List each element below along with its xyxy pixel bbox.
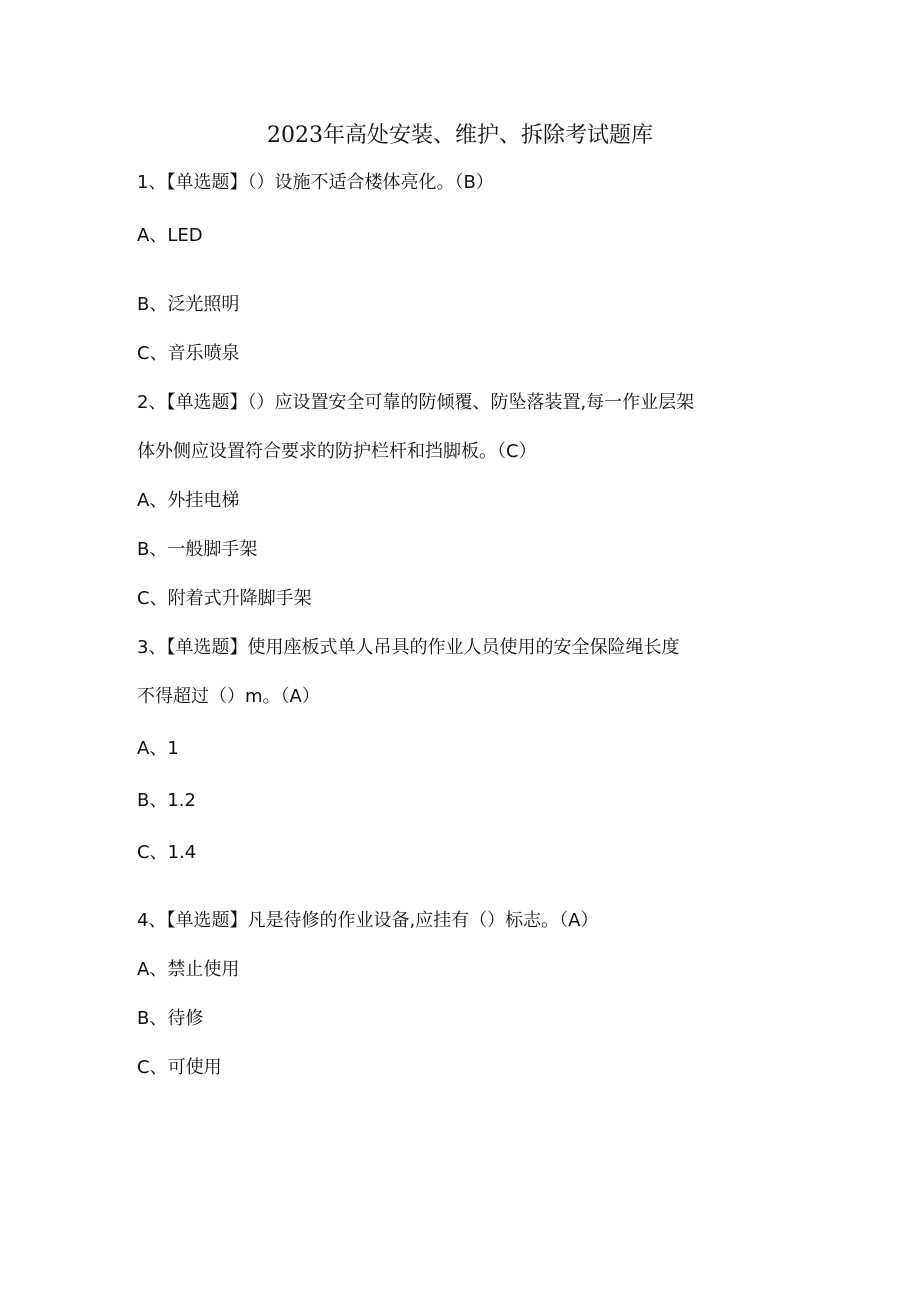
question-4-option-a: A、禁止使用	[137, 959, 240, 980]
question-3-text-line-1: 3、【单选题】使用座板式单人吊具的作业人员使用的安全保险绳长度	[137, 637, 680, 658]
question-2-option-c: C、附着式升降脚手架	[137, 588, 312, 609]
question-4-option-b: B、待修	[137, 1008, 204, 1029]
question-1-option-b: B、泛光照明	[137, 294, 240, 315]
question-3-option-c: C、1.4	[137, 842, 197, 863]
question-4-text: 4、【单选题】凡是待修的作业设备,应挂有（）标志。（A）	[137, 910, 599, 931]
question-1-option-a: A、LED	[137, 225, 203, 246]
question-2-option-b: B、一般脚手架	[137, 539, 258, 560]
page-title: 2023年高处安装、维护、拆除考试题库	[267, 123, 653, 148]
question-3-option-a: A、1	[137, 738, 179, 759]
question-2-text-line-2: 体外侧应设置符合要求的防护栏杆和挡脚板。（C）	[137, 441, 537, 462]
question-1-text: 1、【单选题】（）设施不适合楼体亮化。（B）	[137, 172, 494, 193]
question-3-option-b: B、1.2	[137, 790, 196, 811]
question-1-option-c: C、音乐喷泉	[137, 343, 240, 364]
question-3-text-line-2: 不得超过（）m。（A）	[137, 686, 320, 707]
question-4-option-c: C、可使用	[137, 1057, 222, 1078]
question-2-text-line-1: 2、【单选题】（）应设置安全可靠的防倾覆、防坠落装置,每一作业层架	[137, 392, 695, 413]
question-2-option-a: A、外挂电梯	[137, 490, 240, 511]
